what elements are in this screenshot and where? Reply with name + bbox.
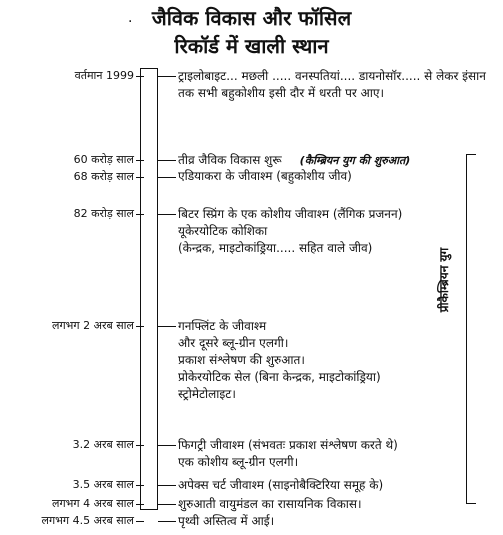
timeline-tick-left (136, 485, 144, 486)
timeline-bar (140, 68, 158, 510)
precambrian-label: प्रीकैम्ब्रियन युग (437, 247, 451, 313)
event-note: (कैम्ब्रियन युग की शुरुआत) (299, 154, 411, 167)
title-line-1: जैविक विकास और फॉसिल (151, 6, 352, 30)
timeline-date-label: 68 करोड़ साल (73, 170, 134, 183)
timeline-tick-left (136, 326, 144, 327)
timeline-tick-left (136, 521, 144, 522)
event-line: तीव्र जैविक विकास शुरू (कैम्ब्रियन युग की शुरुआत) (178, 153, 411, 167)
event-line: और दूसरे ब्लू-ग्रीन एलगी। (178, 336, 289, 350)
event-line: बिटर स्प्रिंग के एक कोशीय जीवाश्म (लैंगिक प्रजनन) (178, 207, 403, 221)
timeline-event (178, 477, 383, 494)
event-line: अपेक्स चर्ट जीवाश्म (साइनोबैक्टिरिया समूह के) (178, 478, 384, 492)
event-line: गनफ्लिंट के जीवाश्म (178, 319, 267, 333)
timeline-connector (158, 504, 176, 505)
event-line: ट्राइलोबाइट... मछली ..... वनस्पतियां.... डायनोसॉर..... से लेकर इंसान तक सभी बहुकोशीय इसी दौर में धरती पर आए। (178, 69, 486, 100)
title-line-2: रिकॉर्ड में खाली स्थान (174, 34, 329, 58)
precambrian-bracket (466, 154, 476, 504)
timeline-date-label: 3.5 अरब साल (72, 478, 134, 491)
timeline-tick-left (136, 76, 144, 77)
event-line: प्रोकेरयोटिक सेल (बिना केन्द्रक, माइटोकांड्रिया) (178, 370, 381, 384)
timeline-connector (158, 445, 176, 446)
timeline-date-label: वर्तमान 1999 (74, 69, 134, 82)
timeline-connector (158, 326, 176, 327)
timeline-connector (158, 76, 176, 77)
timeline-event (178, 513, 274, 530)
timeline-date-label: लगभग 2 अरब साल (52, 319, 134, 332)
event-line: एडियाकरा के जीवाश्म (बहुकोशीय जीव) (178, 169, 352, 183)
timeline-tick-left (136, 160, 144, 161)
event-line: पृथ्वी अस्तित्व में आई। (178, 514, 275, 528)
timeline-tick-left (136, 445, 144, 446)
timeline-date-label: 60 करोड़ साल (73, 153, 134, 166)
timeline-event (178, 437, 398, 471)
timeline-connector (158, 521, 176, 522)
timeline-connector (158, 485, 176, 486)
timeline-event (178, 496, 362, 513)
event-line: शुरुआती वायुमंडल का रासायनिक विकास। (178, 497, 362, 511)
timeline-tick-left (136, 177, 144, 178)
event-line: फिगट्री जीवाश्म (संभवतः प्रकाश संश्लेषण करते थे) (178, 438, 398, 452)
timeline-date-label: 3.2 अरब साल (72, 438, 134, 451)
timeline-event (178, 318, 381, 403)
timeline-connector (158, 177, 176, 178)
event-line: स्ट्रोमेटोलाइट। (178, 387, 236, 401)
timeline-tick-left (136, 214, 144, 215)
timeline-event (178, 152, 410, 169)
timeline-event (178, 68, 493, 102)
timeline-date-label: लगभग 4 अरब साल (52, 497, 134, 510)
timeline-connector (158, 214, 176, 215)
timeline-date-label: 82 करोड़ साल (73, 207, 134, 220)
timeline-event (178, 168, 352, 185)
event-line: प्रकाश संश्लेषण की शुरुआत। (178, 353, 305, 367)
event-line: (केन्द्रक, माइटोकांड्रिया..... सहित वाले जीव) (178, 241, 373, 255)
timeline-tick-left (136, 504, 144, 505)
bullet-dot: · (128, 14, 133, 30)
timeline-connector (158, 160, 176, 161)
event-line: एक कोशीय ब्लू-ग्रीन एलगी। (178, 455, 299, 469)
timeline-event (178, 206, 402, 257)
timeline-date-label: लगभग 4.5 अरब साल (41, 514, 134, 527)
event-line: यूकेरयोटिक कोशिका (178, 224, 268, 238)
